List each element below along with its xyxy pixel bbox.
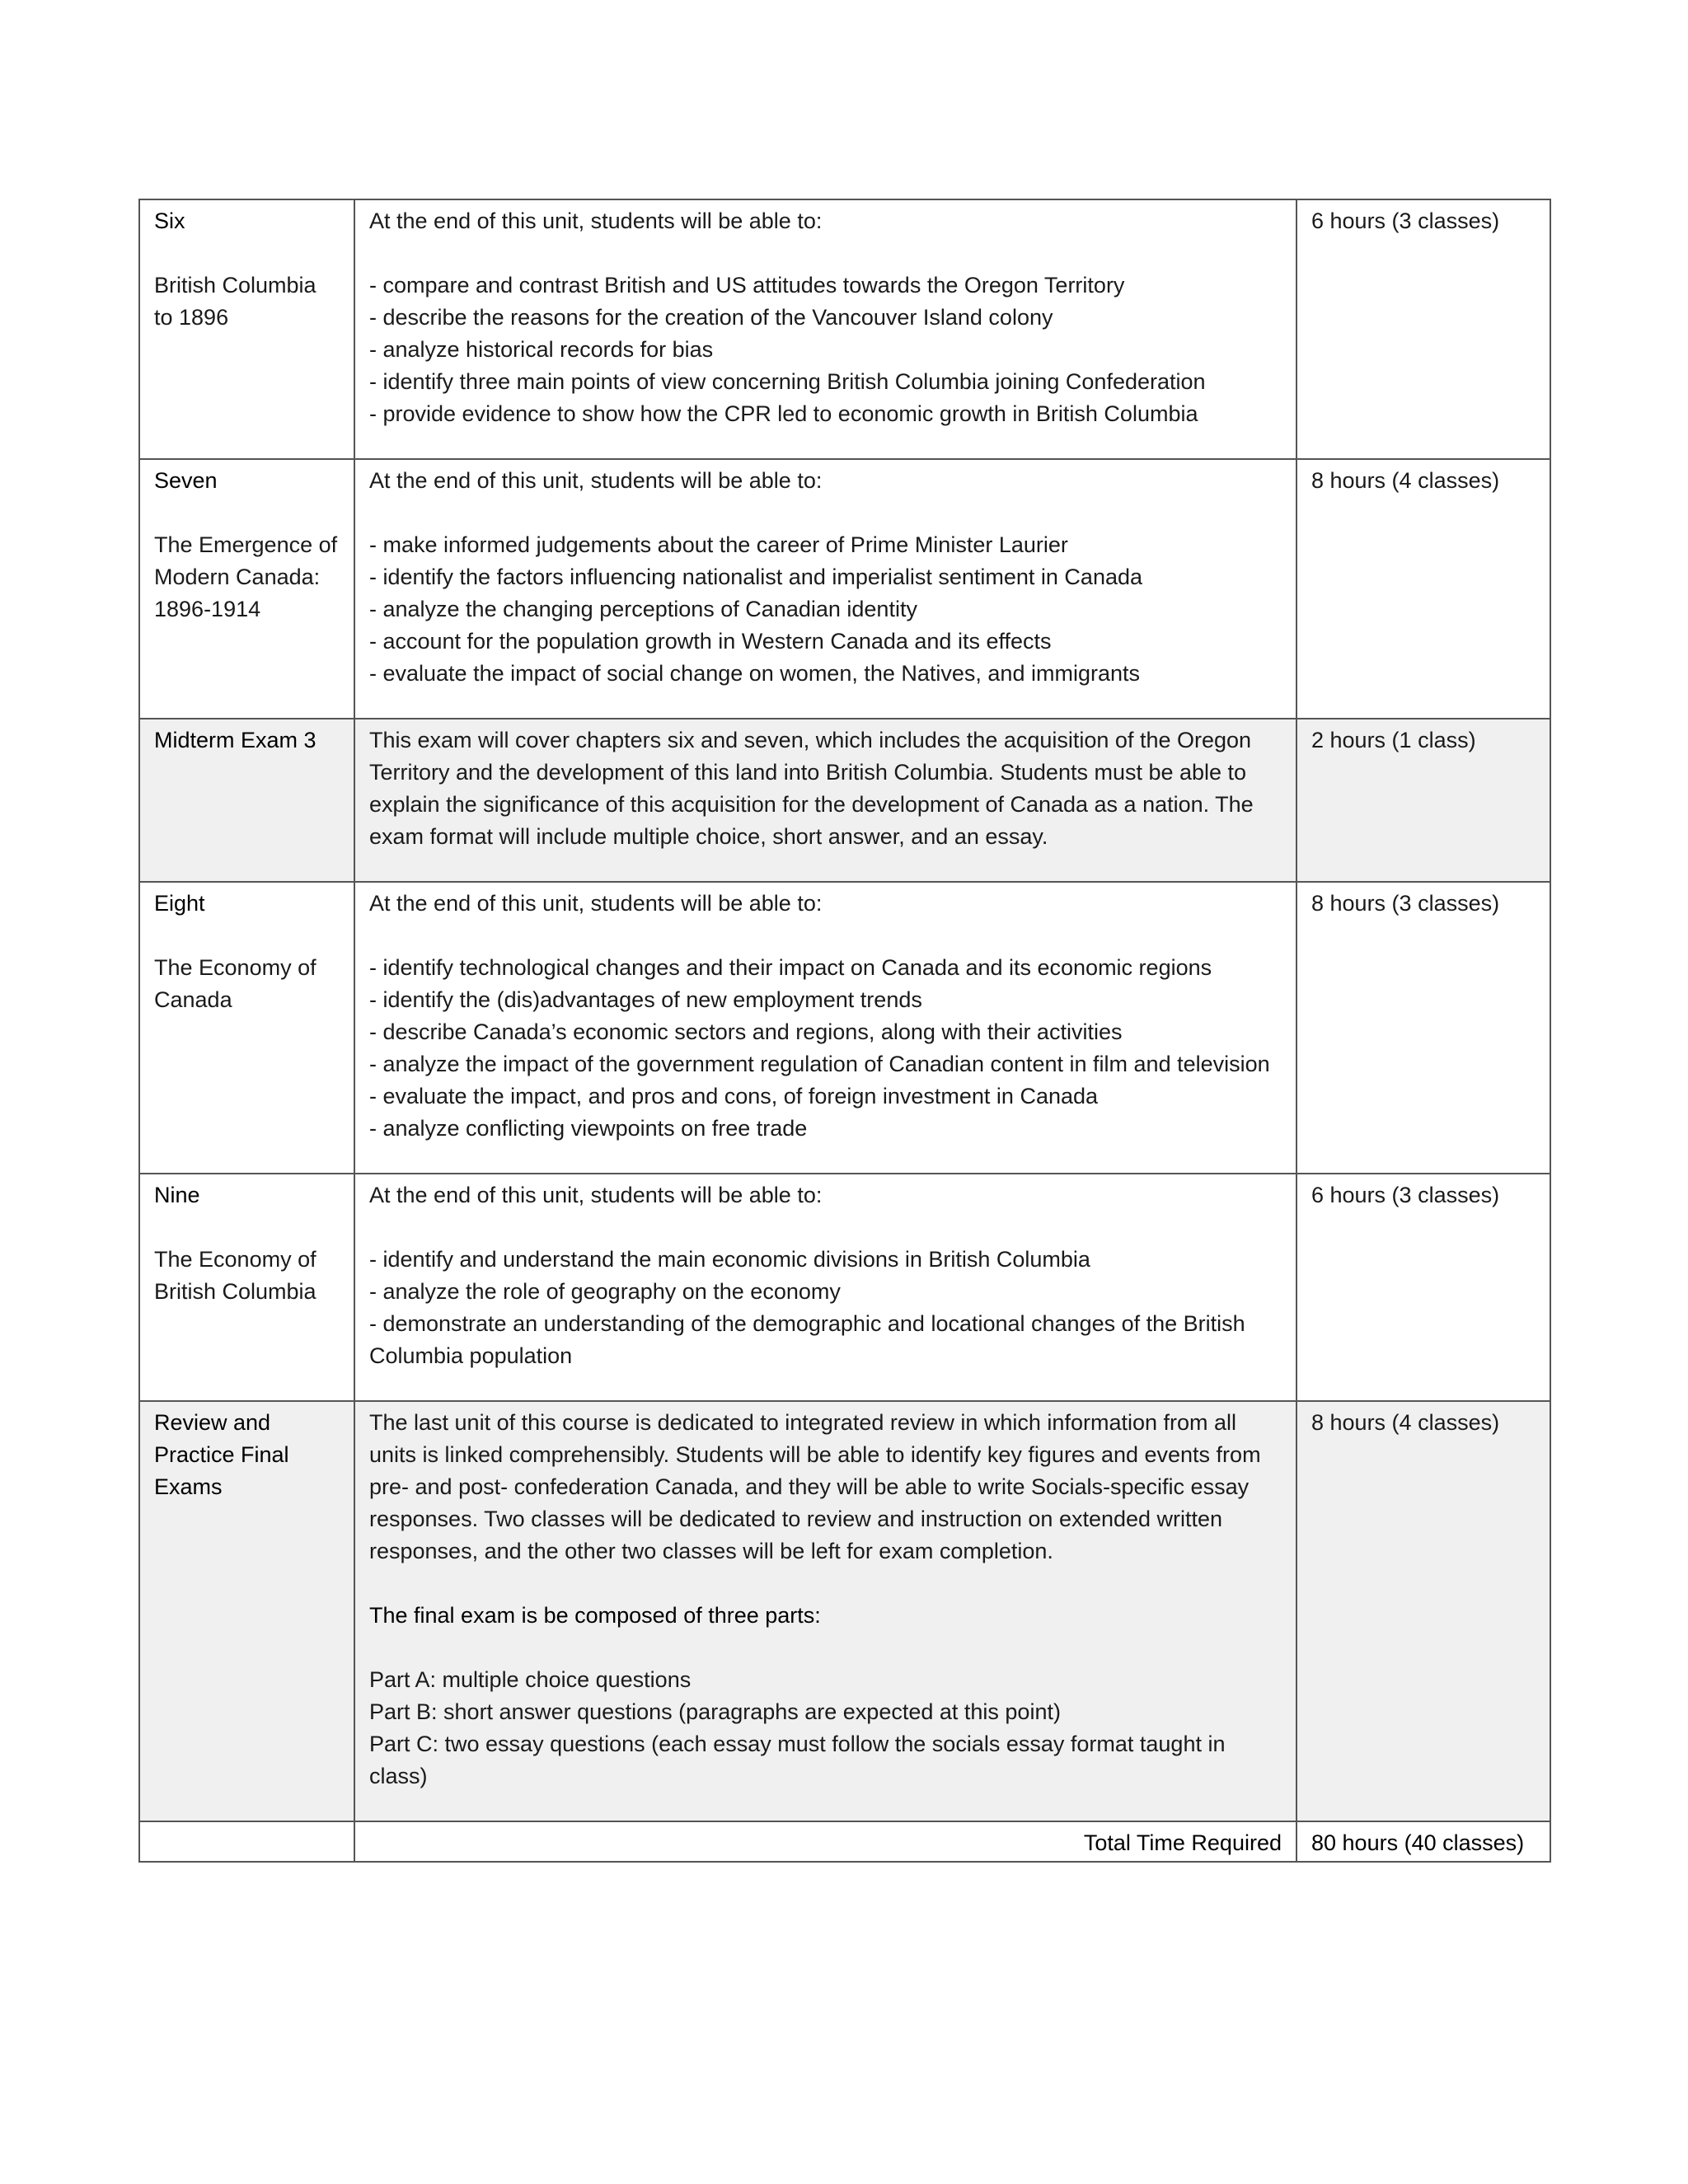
objective-item: - analyze historical records for bias: [369, 337, 714, 362]
unit-row-six: [139, 199, 1550, 459]
objectives-intro: At the end of this unit, students will be able to:: [369, 891, 823, 916]
final-exam-heading: The final exam is be composed of three parts:: [369, 1603, 821, 1628]
objectives-cell: [354, 882, 1296, 1174]
final-exam-part: Part B: short answer questions (paragraphs are expected at this point): [369, 1699, 1061, 1724]
unit-title: The Economy of British Columbia: [154, 1247, 316, 1304]
unit-name: Review and Practice Final Exams: [154, 1410, 289, 1499]
unit-cell: [139, 1174, 354, 1401]
unit-row-eight: [139, 882, 1550, 1174]
final-exam-parts: [369, 1664, 1282, 1793]
exam-description: This exam will cover chapters six and seven, which includes the acquisition of the Oregon Territory and the development of this land into British Columbia. Students must be able to explain the significance of this acquisition for the development of Canada as a nation. The exam format will include multiple choice, short answer, and an essay.: [369, 728, 1254, 849]
unit-name: Eight: [154, 891, 205, 916]
objective-item: - make informed judgements about the career of Prime Minister Laurier: [369, 532, 1068, 557]
objective-item: - identify and understand the main economic divisions in British Columbia: [369, 1247, 1090, 1272]
unit-row-seven: [139, 459, 1550, 719]
time-value: 8 hours (4 classes): [1311, 1410, 1500, 1435]
unit-cell: [139, 882, 354, 1174]
exam-row-midterm-3: [139, 719, 1550, 882]
objectives-intro: At the end of this unit, students will be able to:: [369, 209, 823, 233]
objective-item: - analyze the changing perceptions of Canadian identity: [369, 597, 917, 621]
objective-item: - provide evidence to show how the CPR led to economic growth in British Columbia: [369, 401, 1198, 426]
objective-item: - compare and contrast British and US attitudes towards the Oregon Territory: [369, 273, 1125, 298]
objective-item: - analyze the impact of the government regulation of Canadian content in film and television: [369, 1052, 1270, 1076]
empty-cell: [139, 1821, 354, 1862]
objective-item: - analyze conflicting viewpoints on free trade: [369, 1116, 808, 1141]
time-value: 6 hours (3 classes): [1311, 209, 1500, 233]
objective-item: - evaluate the impact, and pros and cons, of foreign investment in Canada: [369, 1084, 1099, 1108]
unit-name: Seven: [154, 468, 218, 493]
unit-cell: [139, 459, 354, 719]
objective-item: - identify the (dis)advantages of new employment trends: [369, 987, 922, 1012]
unit-schedule-table: [138, 199, 1551, 1863]
objective-item: - describe the reasons for the creation of the Vancouver Island colony: [369, 305, 1053, 330]
description-cell: [354, 1401, 1296, 1821]
objectives-list: [369, 269, 1282, 430]
time-cell: [1296, 199, 1550, 459]
objective-item: - describe Canada’s economic sectors and regions, along with their activities: [369, 1019, 1123, 1044]
objectives-cell: [354, 199, 1296, 459]
objectives-list: [369, 1244, 1282, 1372]
unit-name: Nine: [154, 1183, 200, 1207]
unit-cell: [139, 719, 354, 882]
objective-item: - identify technological changes and their impact on Canada and its economic regions: [369, 955, 1212, 980]
unit-row-nine: [139, 1174, 1550, 1401]
time-cell: [1296, 1401, 1550, 1821]
unit-title: The Economy of Canada: [154, 955, 316, 1012]
time-cell: [1296, 719, 1550, 882]
objective-item: - identify the factors influencing nationalist and imperialist sentiment in Canada: [369, 565, 1143, 589]
review-description: The last unit of this course is dedicated to integrated review in which information from all units is linked comprehensibly. Students will be able to identify key figures and events from pre- and post- confederation Canada, and they will be able to write Socials-specific essay responses. Two classes will be dedicated to review and instruction on extended written responses, and the other two classes will be left for exam completion.: [369, 1410, 1261, 1563]
objectives-intro: At the end of this unit, students will be able to:: [369, 1183, 823, 1207]
objective-item: - identify three main points of view concerning British Columbia joining Confederation: [369, 369, 1206, 394]
objective-item: - analyze the role of geography on the economy: [369, 1279, 841, 1304]
time-value: 2 hours (1 class): [1311, 728, 1476, 752]
total-row: [139, 1821, 1550, 1862]
total-label-cell: [354, 1821, 1296, 1862]
review-final-exams-row: [139, 1401, 1550, 1821]
time-cell: [1296, 1174, 1550, 1401]
total-value: 80 hours (40 classes): [1311, 1830, 1525, 1855]
objective-item: - demonstrate an understanding of the demographic and locational changes of the British Columbia population: [369, 1311, 1245, 1368]
objectives-list: [369, 529, 1282, 690]
final-exam-part: Part A: multiple choice questions: [369, 1667, 692, 1692]
time-value: 6 hours (3 classes): [1311, 1183, 1500, 1207]
objectives-cell: [354, 1174, 1296, 1401]
time-cell: [1296, 882, 1550, 1174]
unit-cell: [139, 199, 354, 459]
objective-item: - evaluate the impact of social change on women, the Natives, and immigrants: [369, 661, 1140, 686]
unit-name: Midterm Exam 3: [154, 728, 316, 752]
time-value: 8 hours (4 classes): [1311, 468, 1500, 493]
unit-name: Six: [154, 209, 185, 233]
unit-title: British Columbia to 1896: [154, 273, 316, 330]
objectives-cell: [354, 459, 1296, 719]
objective-item: - account for the population growth in Western Canada and its effects: [369, 629, 1052, 654]
unit-cell: [139, 1401, 354, 1821]
time-value: 8 hours (3 classes): [1311, 891, 1500, 916]
total-label: Total Time Required: [1083, 1830, 1282, 1855]
objectives-intro: At the end of this unit, students will be able to:: [369, 468, 823, 493]
unit-title: The Emergence of Modern Canada: 1896-1914: [154, 532, 338, 621]
description-cell: [354, 719, 1296, 882]
objectives-list: [369, 952, 1282, 1145]
total-value-cell: [1296, 1821, 1550, 1862]
time-cell: [1296, 459, 1550, 719]
final-exam-part: Part C: two essay questions (each essay must follow the socials essay format taught in class): [369, 1732, 1226, 1788]
